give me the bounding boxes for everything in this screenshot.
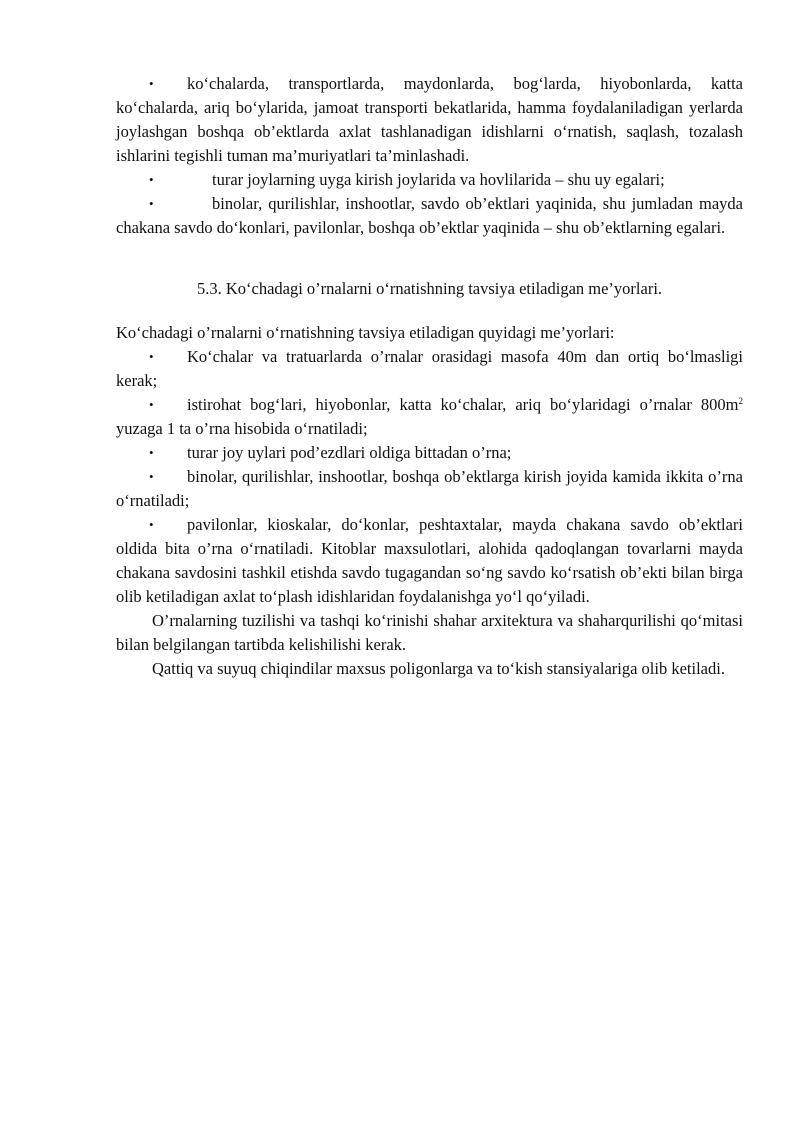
bullet-icon: • [149,349,154,364]
superscript: 2 [738,396,743,406]
list-item [116,345,743,393]
body-paragraph: O’rnalarning tuzilishi va tashqi ko‘rinishi shahar arxitektura va shaharqurilishi qo‘mitasi bilan belgilangan tartibda kelishilishi kerak. [116,611,743,654]
list-item [116,393,743,441]
bullet-icon: • [149,517,154,532]
document-page [116,72,743,681]
body-paragraph: Qattiq va suyuq chiqindilar maxsus poligonlarga va to‘kish stansiyalariga olib ketiladi. [152,659,725,678]
list-item-text: pavilonlar, kioskalar, do‘konlar, peshtaxtalar, mayda chakana savdo ob’ektlari oldida bita o’rna o‘rnatiladi. Kitoblar maxsulotlari, alohida qadoqlangan tovarlarni mayda chakana savdosini tashkil etishda savdo tugagandan so‘ng savdo ko‘rsatish ob’ekti bilan birga olib ketiladigan axlat to‘plash idishlaridan foydalanishga yo‘l qo‘yiladi. [116,515,743,606]
list-item [116,192,743,240]
list-item [116,72,743,168]
section-heading: 5.3. Ko‘chadagi o’rnalarni o‘rnatishning tavsiya etiladigan me’yorlari. [196,279,663,298]
list-item-text: turar joylarning uyga kirish joylarida va hovlilarida – shu uy egalari; [212,170,665,189]
list-item-text: binolar, qurilishlar, inshootlar, savdo ob’ektlari yaqinida, shu jumladan mayda chakana savdo do‘konlari, pavilonlar, boshqa ob’ektlar yaqinida – shu ob’ektlarning egalari. [116,194,743,237]
list-item [116,168,743,192]
list-item-text: istirohat bog‘lari, hiyobonlar, katta ko‘chalar, ariq bo‘ylaridagi o’rnalar 800m [187,395,739,414]
bullet-icon: • [149,397,154,412]
list-item-text: yuzaga 1 ta o’rna hisobida o‘rnatiladi; [116,419,368,438]
list-item [116,441,743,465]
list-item [116,513,743,609]
list-item-text: ko‘chalarda, transportlarda, maydonlarda, bog‘larda, hiyobonlarda, katta ko‘chalarda, ariq bo‘ylarida, jamoat transporti bekatlarida, hamma foydalaniladigan yerlarda joylashgan boshqa ob’ektlarda axlat tashlanadigan idishlarni o‘rnatish, saqlash, tozalash ishlarini tegishli tuman ma’muriyatlari ta’minlashadi. [116,74,743,165]
bullet-icon: • [149,445,154,460]
bullet-icon: • [149,172,154,187]
spacer [116,301,743,321]
list-item [116,465,743,513]
bullet-icon: • [149,76,154,91]
list-item-text: turar joy uylari pod’ezdlari oldiga bittadan o’rna; [187,443,512,462]
bullet-icon: • [149,469,154,484]
intro-paragraph: Ko‘chadagi o’rnalarni o‘rnatishning tavsiya etiladigan quyidagi me’yorlari: [116,323,615,342]
bullet-icon: • [149,196,154,211]
list-item-text: binolar, qurilishlar, inshootlar, boshqa ob’ektlarga kirish joyida kamida ikkita o’rna o‘rnatiladi; [116,467,743,510]
list-item-text: Ko‘chalar va tratuarlarda o’rnalar orasidagi masofa 40m dan ortiq bo‘lmasligi kerak; [116,347,743,390]
